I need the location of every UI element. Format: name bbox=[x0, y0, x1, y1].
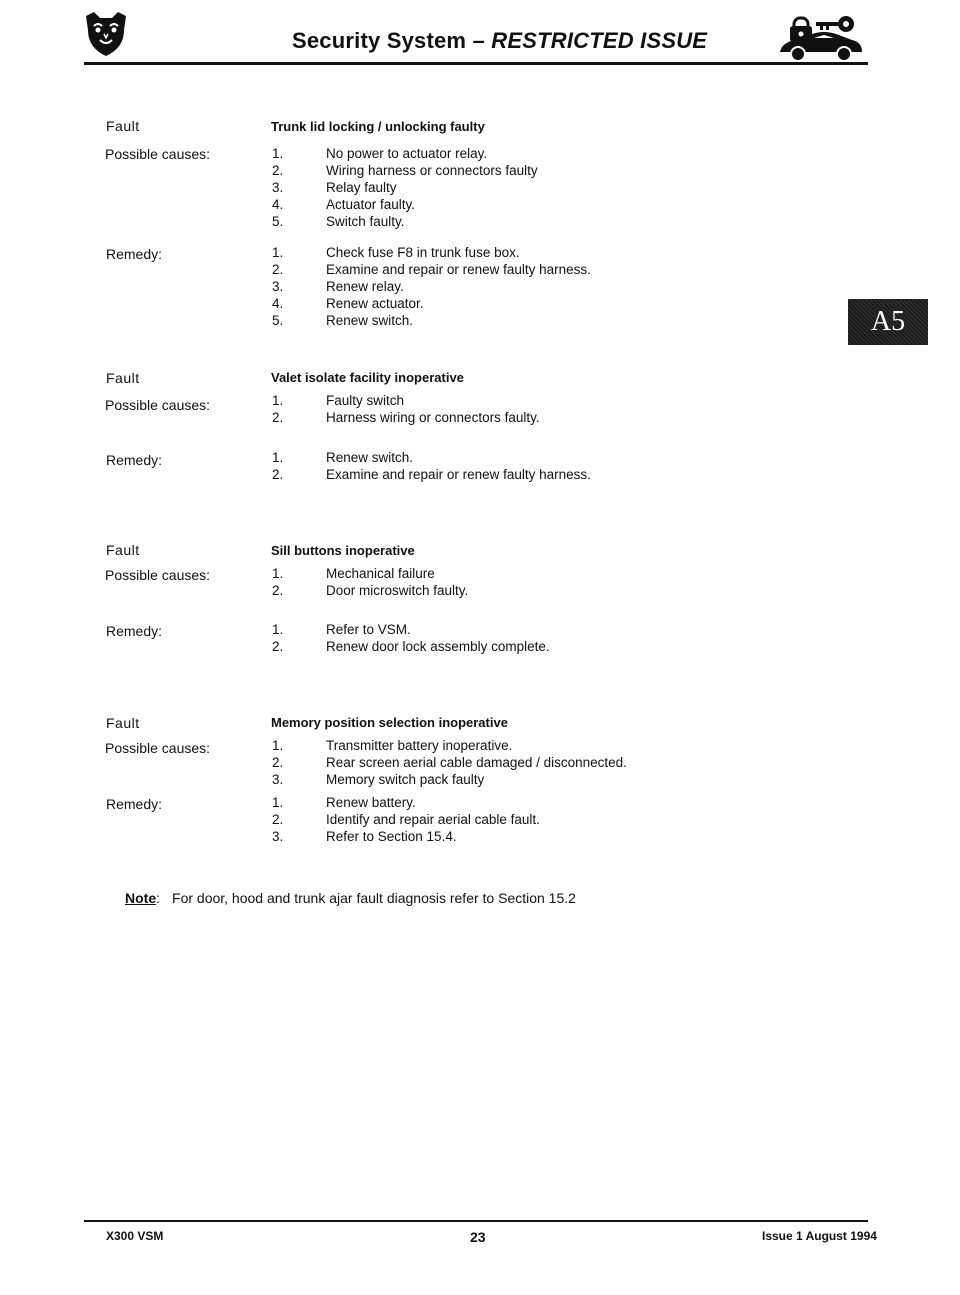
item-number: 1. bbox=[272, 738, 284, 753]
possible-causes-label: Possible causes: bbox=[105, 567, 211, 583]
item-text: Mechanical failure bbox=[326, 566, 435, 581]
item-number: 4. bbox=[272, 296, 284, 311]
fault-label: Fault bbox=[106, 370, 140, 386]
item-number: 3. bbox=[272, 180, 284, 195]
fault-title: Memory position selection inoperative bbox=[271, 715, 508, 730]
remedy-label: Remedy: bbox=[106, 796, 163, 812]
page-header bbox=[0, 0, 960, 70]
item-text: Refer to Section 15.4. bbox=[326, 829, 457, 844]
item-number: 1. bbox=[272, 146, 284, 161]
item-number: 5. bbox=[272, 313, 284, 328]
item-number: 2. bbox=[272, 262, 284, 277]
remedy-label: Remedy: bbox=[106, 623, 163, 639]
item-number: 2. bbox=[272, 163, 284, 178]
item-text: Examine and repair or renew faulty harness. bbox=[326, 467, 591, 482]
possible-causes-label: Possible causes: bbox=[105, 397, 211, 413]
item-text: Check fuse F8 in trunk fuse box. bbox=[326, 245, 520, 260]
section-tab-a5 bbox=[848, 299, 928, 345]
item-text: Harness wiring or connectors faulty. bbox=[326, 410, 540, 425]
item-text: Renew switch. bbox=[326, 450, 414, 465]
fault-label: Fault bbox=[106, 542, 140, 558]
note-keyword: Note bbox=[125, 890, 157, 906]
item-number: 2. bbox=[272, 583, 284, 598]
item-text: No power to actuator relay. bbox=[326, 146, 488, 161]
header-rule bbox=[84, 62, 868, 65]
fault-title: Sill buttons inoperative bbox=[271, 543, 415, 558]
possible-causes-label: Possible causes: bbox=[105, 740, 211, 756]
item-number: 1. bbox=[272, 622, 284, 637]
item-text: Faulty switch bbox=[326, 393, 405, 408]
footer-issue-date: Issue 1 August 1994 bbox=[762, 1229, 877, 1243]
fault-label: Fault bbox=[106, 715, 140, 731]
title-main: Security System – bbox=[292, 28, 492, 53]
item-text: Switch faulty. bbox=[326, 214, 405, 229]
item-text: Identify and repair aerial cable fault. bbox=[326, 812, 540, 827]
item-number: 2. bbox=[272, 755, 284, 770]
item-number: 1. bbox=[272, 566, 284, 581]
item-text: Actuator faulty. bbox=[326, 197, 416, 212]
footer-manual-code: X300 VSM bbox=[106, 1229, 164, 1243]
item-number: 1. bbox=[272, 795, 284, 810]
item-text: Examine and repair or renew faulty harness. bbox=[326, 262, 591, 277]
jaguar-head-logo-icon bbox=[80, 8, 132, 60]
note-text: For door, hood and trunk ajar fault diagnosis refer to Section 15.2 bbox=[172, 890, 576, 906]
note-paragraph bbox=[125, 890, 576, 906]
item-number: 3. bbox=[272, 772, 284, 787]
footer-page-number: 23 bbox=[470, 1229, 486, 1245]
item-text: Renew switch. bbox=[326, 313, 414, 328]
item-text: Renew relay. bbox=[326, 279, 404, 294]
item-number: 3. bbox=[272, 279, 284, 294]
item-number: 5. bbox=[272, 214, 284, 229]
remedy-label: Remedy: bbox=[106, 452, 163, 468]
remedy-label: Remedy: bbox=[106, 246, 163, 262]
fault-title: Valet isolate facility inoperative bbox=[271, 370, 464, 385]
section-tab-label: A5 bbox=[870, 306, 906, 337]
item-number: 2. bbox=[272, 410, 284, 425]
item-text: Transmitter battery inoperative. bbox=[326, 738, 513, 753]
item-text: Relay faulty bbox=[326, 180, 397, 195]
item-text: Renew door lock assembly complete. bbox=[326, 639, 550, 654]
title-restricted: RESTRICTED ISSUE bbox=[491, 28, 708, 53]
item-text: Wiring harness or connectors faulty bbox=[326, 163, 538, 178]
car-lock-key-icon bbox=[776, 12, 866, 64]
item-number: 3. bbox=[272, 829, 284, 844]
item-number: 2. bbox=[272, 812, 284, 827]
item-text: Renew battery. bbox=[326, 795, 416, 810]
item-number: 4. bbox=[272, 197, 284, 212]
item-text: Door microswitch faulty. bbox=[326, 583, 469, 598]
item-number: 1. bbox=[272, 450, 284, 465]
note-colon: : bbox=[156, 890, 161, 906]
fault-label: Fault bbox=[106, 118, 140, 134]
fault-title: Trunk lid locking / unlocking faulty bbox=[271, 119, 485, 134]
item-number: 2. bbox=[272, 467, 284, 482]
item-text: Refer to VSM. bbox=[326, 622, 411, 637]
item-text: Renew actuator. bbox=[326, 296, 424, 311]
footer-rule bbox=[84, 1220, 868, 1222]
item-text: Rear screen aerial cable damaged / disconnected. bbox=[326, 755, 627, 770]
item-number: 1. bbox=[272, 245, 284, 260]
item-number: 2. bbox=[272, 639, 284, 654]
page-title bbox=[292, 28, 707, 54]
possible-causes-label: Possible causes: bbox=[105, 146, 211, 162]
item-text: Memory switch pack faulty bbox=[326, 772, 485, 787]
item-number: 1. bbox=[272, 393, 284, 408]
